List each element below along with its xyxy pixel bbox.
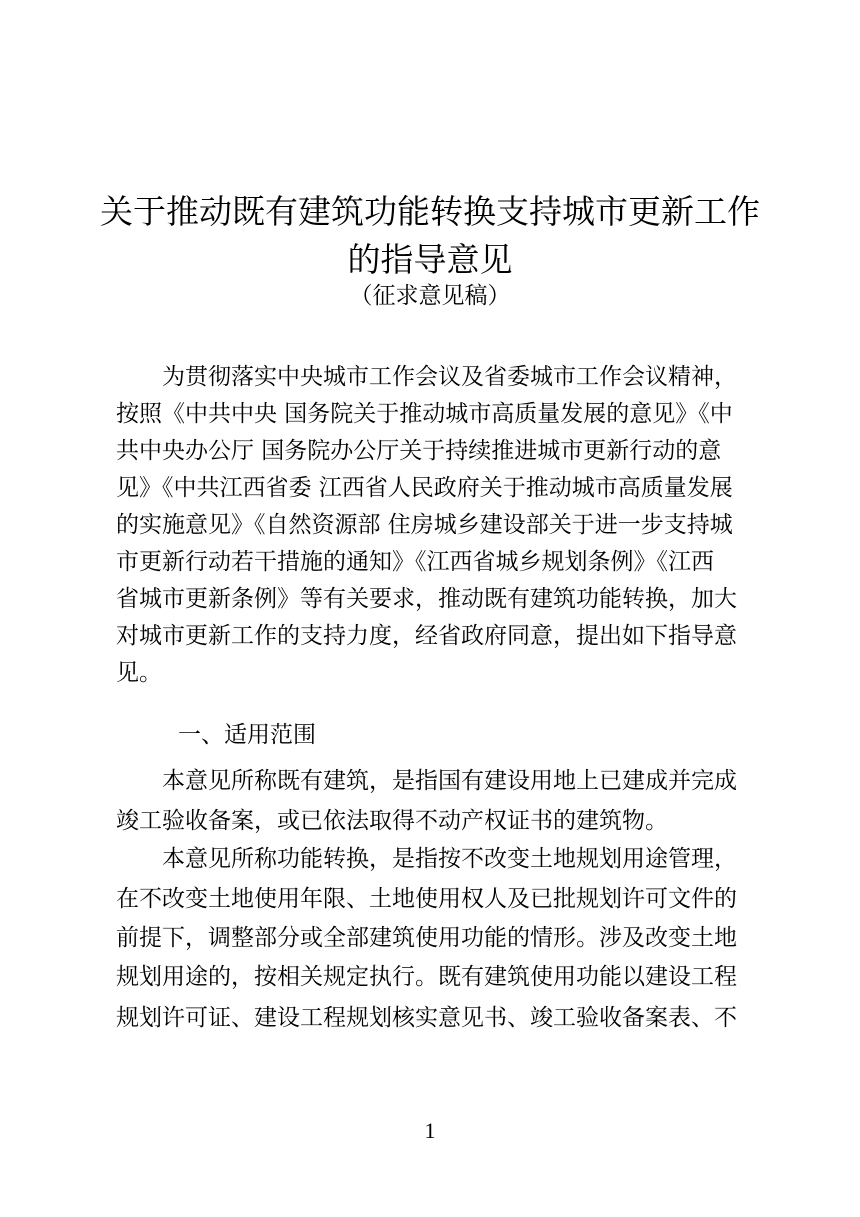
body-line: 的实施意见》《自然资源部 住房城乡建设部关于进一步支持城 <box>116 512 733 538</box>
section-heading: 一、适用范围 <box>178 722 316 748</box>
body-line: 本意见所称既有建筑，是指国有建设用地上已建成并完成 <box>162 768 737 794</box>
body-line: 市更新行动若干措施的通知》《江西省城乡规划条例》《江西 <box>116 549 714 575</box>
body-line: 见》《中共江西省委 江西省人民政府关于推动城市高质量发展 <box>116 475 733 501</box>
body-line: 在不改变土地使用年限、土地使用权人及已批规划许可文件的 <box>116 886 737 912</box>
body-line: 省城市更新条例》等有关要求，推动既有建筑功能转换，加大 <box>116 586 737 612</box>
body-line: 为贯彻落实中央城市工作会议及省委城市工作会议精神， <box>162 364 737 390</box>
title-line-1: 关于推动既有建筑功能转换支持城市更新工作 <box>100 192 760 231</box>
body-line: 共中央办公厅 国务院办公厅关于持续推进城市更新行动的意 <box>116 438 722 464</box>
page-number: 1 <box>424 1118 436 1143</box>
body-line: 规划用途的，按相关规定执行。既有建筑使用功能以建设工程 <box>116 964 737 990</box>
body-line: 按照《中共中央 国务院关于推动城市高质量发展的意见》《中 <box>116 401 733 427</box>
body-line: 竣工验收备案，或已依法取得不动产权证书的建筑物。 <box>116 808 668 834</box>
body-line: 本意见所称功能转换，是指按不改变土地规划用途管理， <box>162 846 737 872</box>
title-line-2: 的指导意见 <box>347 240 513 279</box>
body-line: 对城市更新工作的支持力度，经省政府同意，提出如下指导意 <box>116 623 737 649</box>
body-line: 见。 <box>116 660 162 686</box>
document-title <box>100 188 760 284</box>
document-subtitle: （征求意见稿） <box>349 283 511 309</box>
body-line: 规划许可证、建设工程规划核实意见书、竣工验收备案表、不 <box>116 1005 737 1031</box>
body-line: 前提下，调整部分或全部建筑使用功能的情形。涉及改变土地 <box>116 925 737 951</box>
